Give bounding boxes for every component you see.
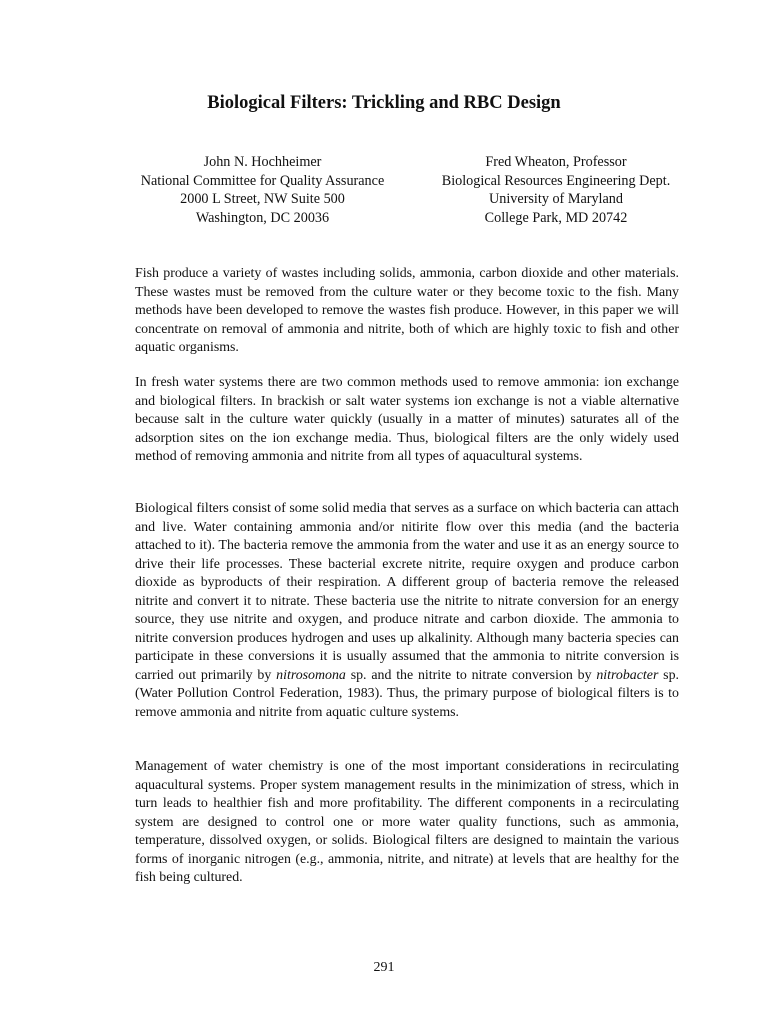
author-name: John N. Hochheimer [203,154,322,170]
body-paragraph: In fresh water systems there are two common methods used to remove ammonia: ion exchange and biological filters. In brackish or salt water systems ion exchange is not a viable alternative because salt in the culture water quickly (usually in a matter of minutes) saturates all of the adsorption sites on the ion exchange media. Thus, biological filters are the only widely used method of removing ammonia and nitrite from all types of aquacultural systems. [135,375,679,464]
author-address-line: 2000 L Street, NW Suite 500 [180,191,345,208]
author-address-line: Washington, DC 20036 [195,209,330,226]
species-name: nitrobacter [596,667,659,683]
author-address-line: College Park, MD 20742 [484,209,628,226]
paragraph-text: sp. and the nitrite to nitrate conversion by [345,667,597,683]
author-affiliation: National Committee for Quality Assurance [140,172,385,189]
body-paragraph: Management of water chemistry is one of the most important considerations in recirculating aquacultural systems. Proper system management results in the minimization of stress, which in turn leads to healthier fish and more profitability. The different components in a recirculating system are designed to control one or more water quality functions, such as ammonia, temperature, dissolved oxygen, or solids. Biological filters are designed to maintain the various forms of inorganic nitrogen (e.g., ammonia, nitrite, and nitrate) at levels that are healthy for the fish being cultured. [135,759,679,885]
author-name: Fred Wheaton, Professor [485,154,627,170]
paragraph-text: sp. (Water Pollution Control Federation, 1983). Thus, the primary purpose of biological filters is to remove ammonia and nitrite from aquatic culture systems. [135,667,679,720]
author-address-line: University of Maryland [489,191,623,208]
species-name: nitrosomona [276,667,346,683]
body-paragraph: Fish produce a variety of wastes including solids, ammonia, carbon dioxide and other materials. These wastes must be removed from the culture water or they become toxic to the fish. Many methods have been developed to remove the wastes fish produce. However, in this paper we will concentrate on removal of ammonia and nitrite, both of which are highly toxic to fish and other aquatic organisms. [135,266,679,355]
page-number: 291 [373,960,395,975]
body-paragraph [135,500,679,722]
author-affiliation: Biological Resources Engineering Dept. [441,172,671,189]
paper-title: Biological Filters: Trickling and RBC Design [207,93,561,113]
author-block-1 [100,153,425,227]
paragraph-text: Biological filters consist of some solid media that serves as a surface on which bacteria can attach and live. Water containing ammonia and/or nitirite flow over this media (and the bacteria attached to it). The bacteria remove the ammonia from the water and use it as an energy source to drive their life processes. These bacterial excrete nitrite, require oxygen and produce carbon dioxide as byproducts of their respiration. A different group of bacteria remove the released nitrite and convert it to nitrate. These bacteria use the nitrite to nitrate conversion for an energy source, they use nitrite and oxygen, and produce nitrate and carbon dioxide. The ammonia to nitrite conversion produces hydrogen and uses up alkalinity. Although many bacteria species can participate in these conversions it is usually assumed that the ammonia to nitrite conversion is carried out primarily by [135,501,679,683]
author-block-2 [406,153,706,227]
